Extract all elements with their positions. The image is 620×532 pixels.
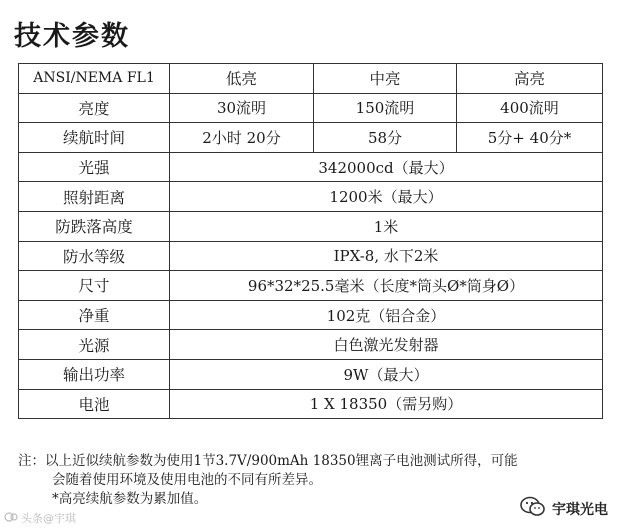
table-row [19, 152, 603, 182]
table-row [19, 182, 603, 212]
table-row [19, 300, 603, 330]
table-row [19, 211, 603, 241]
table-row [19, 330, 603, 360]
cell-value: 1 X 18350（需另购） [170, 389, 603, 419]
cell-value: 1米 [170, 211, 603, 241]
cell-value: 5分+ 40分* [457, 123, 603, 153]
header-standard: ANSI/NEMA FL1 [19, 64, 170, 94]
cell-value: 96*32*25.5毫米（长度*筒头Ø*筒身Ø） [170, 271, 603, 301]
row-label: 亮度 [19, 93, 170, 123]
table-row [19, 359, 603, 389]
table-row [19, 271, 603, 301]
wechat-icon [520, 496, 546, 522]
row-label: 净重 [19, 300, 170, 330]
row-label: 电池 [19, 389, 170, 419]
header-high: 高亮 [457, 64, 603, 94]
row-label: 尺寸 [19, 271, 170, 301]
footnote-line: 会随着使用环境及使用电池的不同有所差异。 [52, 472, 322, 488]
cell-value: 150流明 [314, 93, 457, 123]
row-label: 光源 [19, 330, 170, 360]
cell-value: 1200米（最大） [170, 182, 603, 212]
cell-value: 400流明 [457, 93, 603, 123]
cell-value: 342000cd（最大） [170, 152, 603, 182]
cell-value: 30流明 [170, 93, 314, 123]
cell-value: 58分 [314, 123, 457, 153]
table-row [19, 389, 603, 419]
cell-value: 2小时 20分 [170, 123, 314, 153]
footnote-line: 注：以上近似续航参数为使用1节3.7V/900mAh 18350锂离子电池测试所得，可能 [18, 453, 518, 469]
table-row [19, 93, 603, 123]
row-label: 输出功率 [19, 359, 170, 389]
spec-table [18, 63, 603, 419]
footnote-line: *高亮续航参数为累加值。 [52, 491, 208, 507]
watermark-right-text: 宇琪光电 [552, 502, 608, 518]
watermark-logo-icon [4, 511, 18, 526]
row-label: 防水等级 [19, 241, 170, 271]
cell-value: 白色激光发射器 [170, 330, 603, 360]
cell-value: 9W（最大） [170, 359, 603, 389]
cell-value: 102克（铝合金） [170, 300, 603, 330]
watermark-left-text: 头条@宇琪 [21, 512, 76, 525]
cell-value: IPX-8, 水下2米 [170, 241, 603, 271]
header-low: 低亮 [170, 64, 314, 94]
watermark-right [520, 496, 608, 522]
row-label: 防跌落高度 [19, 211, 170, 241]
page-title: 技术参数 [14, 21, 130, 52]
table-row [19, 241, 603, 271]
row-label: 续航时间 [19, 123, 170, 153]
table-header-row [19, 64, 603, 94]
table-row [19, 123, 603, 153]
row-label: 照射距离 [19, 182, 170, 212]
header-mid: 中亮 [314, 64, 457, 94]
row-label: 光强 [19, 152, 170, 182]
watermark-left [4, 510, 76, 526]
